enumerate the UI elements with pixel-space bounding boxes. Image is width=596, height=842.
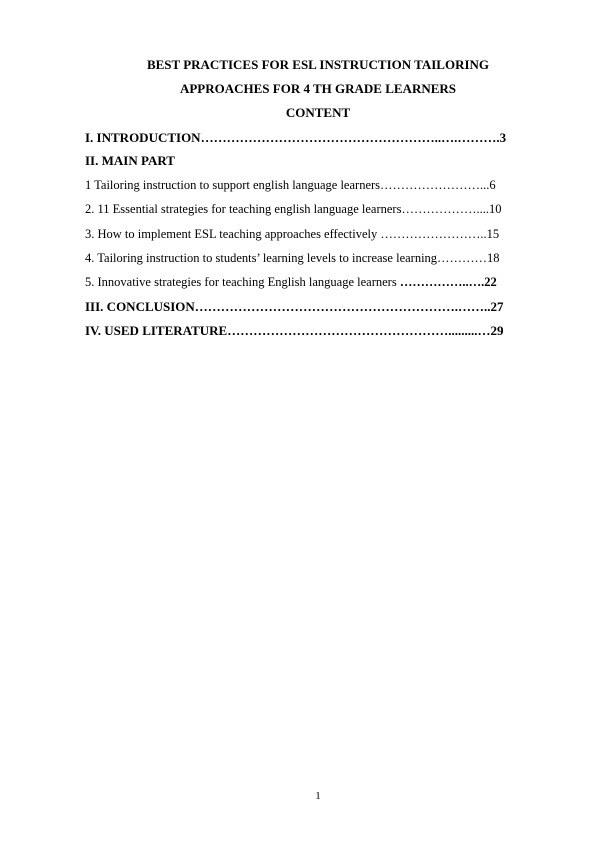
page-number: 1 [315,790,321,802]
toc-entry-item-3: 3. How to implement ESL teaching approaches effectively ……………………..15 [85,227,500,241]
document-title-line-1: BEST PRACTICES FOR ESL INSTRUCTION TAILORING [146,57,490,72]
toc-entry-item-5 [85,275,497,290]
document-title-line-2: APPROACHES FOR 4 TH GRADE LEARNERS [179,81,457,96]
toc-entry-item-2: 2. 11 Essential strategies for teaching english language learners………………....10 [85,202,502,216]
toc-entry-item-5-text: 5. Innovative strategies for teaching English language learners [85,275,400,289]
toc-entry-conclusion: III. CONCLUSION…………………………………………………….……..27 [85,299,504,314]
toc-entry-item-5-leader: ……………..….22 [399,275,497,289]
toc-entry-item-1: 1 Tailoring instruction to support english language learners……………………...6 [85,178,496,192]
toc-entry-main-part: II. MAIN PART [85,153,175,168]
content-heading: CONTENT [285,105,351,120]
toc-entry-introduction: I. INTRODUCTION………………………………………………..….……….3 [85,130,507,145]
toc-entry-used-literature: IV. USED LITERATURE…………………………………………….........…29 [85,323,504,338]
toc-entry-item-4: 4. Tailoring instruction to students’ learning levels to increase learning…………18 [85,251,500,265]
